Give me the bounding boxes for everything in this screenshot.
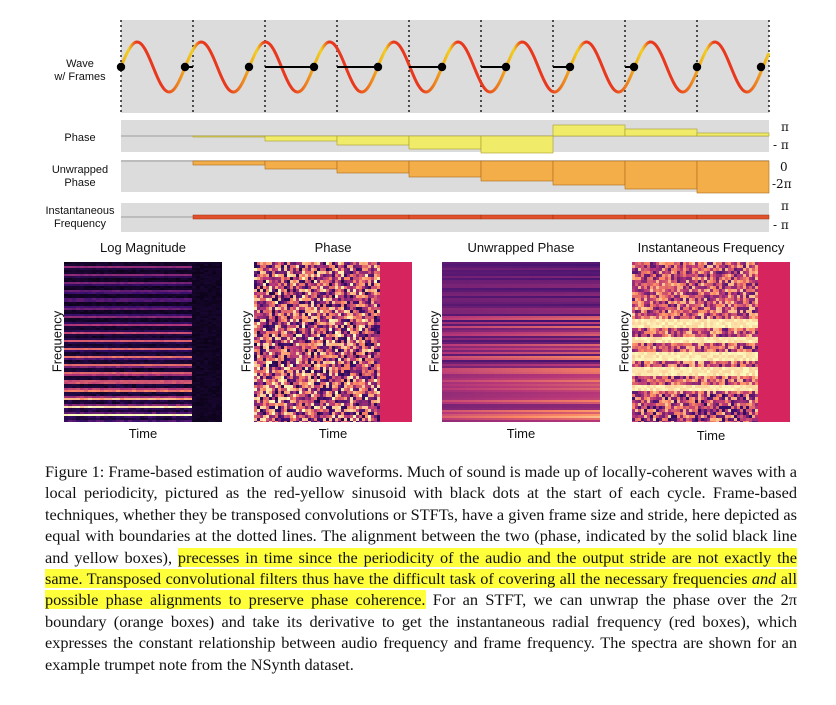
row-label-phase: Phase [64,132,96,144]
unwrapped-phase-spectrogram [442,262,600,422]
spectrum-xlabel-2: Time [506,426,536,441]
spectrum-ylabel-0: Frequency [49,310,65,373]
unwrapped-phase-box [625,161,697,189]
caption-part1: Figure 1: Frame-based estimation of audio waveforms. Much of sound is made up of locally-coherent waves with a local periodicity, pictured as the red-yellow sinusoid with black dots at the start of each cycle. Frame-based techniques, whether they be transposed convolutions or STFTs, have a given frame size and stride, here depicted as equal with boundaries at the dotted lines. The alignment between the two (phase, indicated by the solid black line and yellow boxes), [45,462,797,567]
instantaneous-frequency-box [697,215,769,219]
phase-box [625,129,697,136]
spectrum-ylabel-1: Frequency [238,310,254,373]
phase-bottom-symbol: - π [773,138,789,152]
unwrapped-top-symbol: 0 [780,160,788,174]
instantaneous-frequency-box [481,215,553,219]
spectrum-title-log-magnitude: Log Magnitude [99,240,186,255]
instantaneous-frequency-box [337,215,409,219]
caption-highlight-em: and [751,569,777,589]
cycle-start-dot [502,63,510,71]
cycle-start-dot [566,63,574,71]
cycle-start-dot [438,63,446,71]
log-magnitude-spectrogram [64,262,222,422]
instantaneous-frequency-box [553,215,625,219]
spectrum-title-unwrapped-phase: Unwrapped Phase [467,240,575,255]
cycle-start-dot [757,63,765,71]
freq-top-symbol: π [781,199,789,213]
spectrum-xlabel-0: Time [128,426,158,441]
spectrum-xlabel-1: Time [318,426,348,441]
freq-bottom-symbol: - π [773,218,789,232]
phase-box [481,136,553,153]
unwrapped-phase-box [409,161,481,177]
phase-box [337,136,409,145]
unwrapped-phase-box [697,161,769,193]
row-label-instantaneous-frequency: Instantaneous Frequency [45,205,115,230]
instantaneous-frequency-spectrogram [632,262,790,422]
cycle-start-dot [374,63,382,71]
spectrum-ylabel-3: Frequency [616,310,632,373]
caption-highlight-2: all possible phase alignments to preserve phase coherence. [45,569,798,610]
phase-box [193,136,265,137]
unwrapped-phase-box [481,161,553,181]
cycle-start-dot [181,63,189,71]
cycle-start-dot [693,63,701,71]
row-label-wave: Wave w/ Frames [54,58,106,83]
unwrapped-phase-box [553,161,625,185]
cycle-start-dot [245,63,253,71]
cycle-start-dot [630,63,638,71]
unwrapped-phase-box [193,161,265,165]
frame-diagram [0,0,836,240]
phase-top-symbol: π [781,120,789,134]
phase-box [409,136,481,149]
unwrapped-bottom-symbol: -2π [772,177,792,191]
instantaneous-frequency-box [409,215,481,219]
phase-spectrogram [254,262,412,422]
spectrum-ylabel-2: Frequency [426,310,442,373]
row-label-unwrapped-phase: Unwrapped Phase [51,164,109,189]
phase-box [265,136,337,141]
instantaneous-frequency-box [625,215,697,219]
instantaneous-frequency-box [193,215,265,219]
phase-box [553,125,625,136]
spectrum-xlabel-3: Time [696,428,726,443]
unwrapped-phase-box [265,161,337,169]
unwrapped-phase-box [337,161,409,173]
phase-box [697,133,769,136]
cycle-start-dot [117,63,125,71]
caption-part2: For an STFT, we can unwrap the phase over the 2π boundary (orange boxes) and take its derivative to get the instantaneous radial frequency (red boxes), which expresses the constant relationship between audio frequency and frame frequency. The spectra are shown for an example trumpet note from the NSynth dataset. [45,590,797,674]
cycle-start-dot [310,63,318,71]
instantaneous-frequency-box [265,215,337,219]
spectrum-title-instantaneous-frequency: Instantaneous Frequency [637,240,785,255]
spectrum-title-phase: Phase [314,240,352,255]
caption-highlight-1: precesses in time since the periodicity of the audio and the output stride are not exactly the same. Transposed convolutional filters thus have the difficult task of covering all the necessary frequencies [45,547,797,589]
figure-caption [45,461,797,675]
